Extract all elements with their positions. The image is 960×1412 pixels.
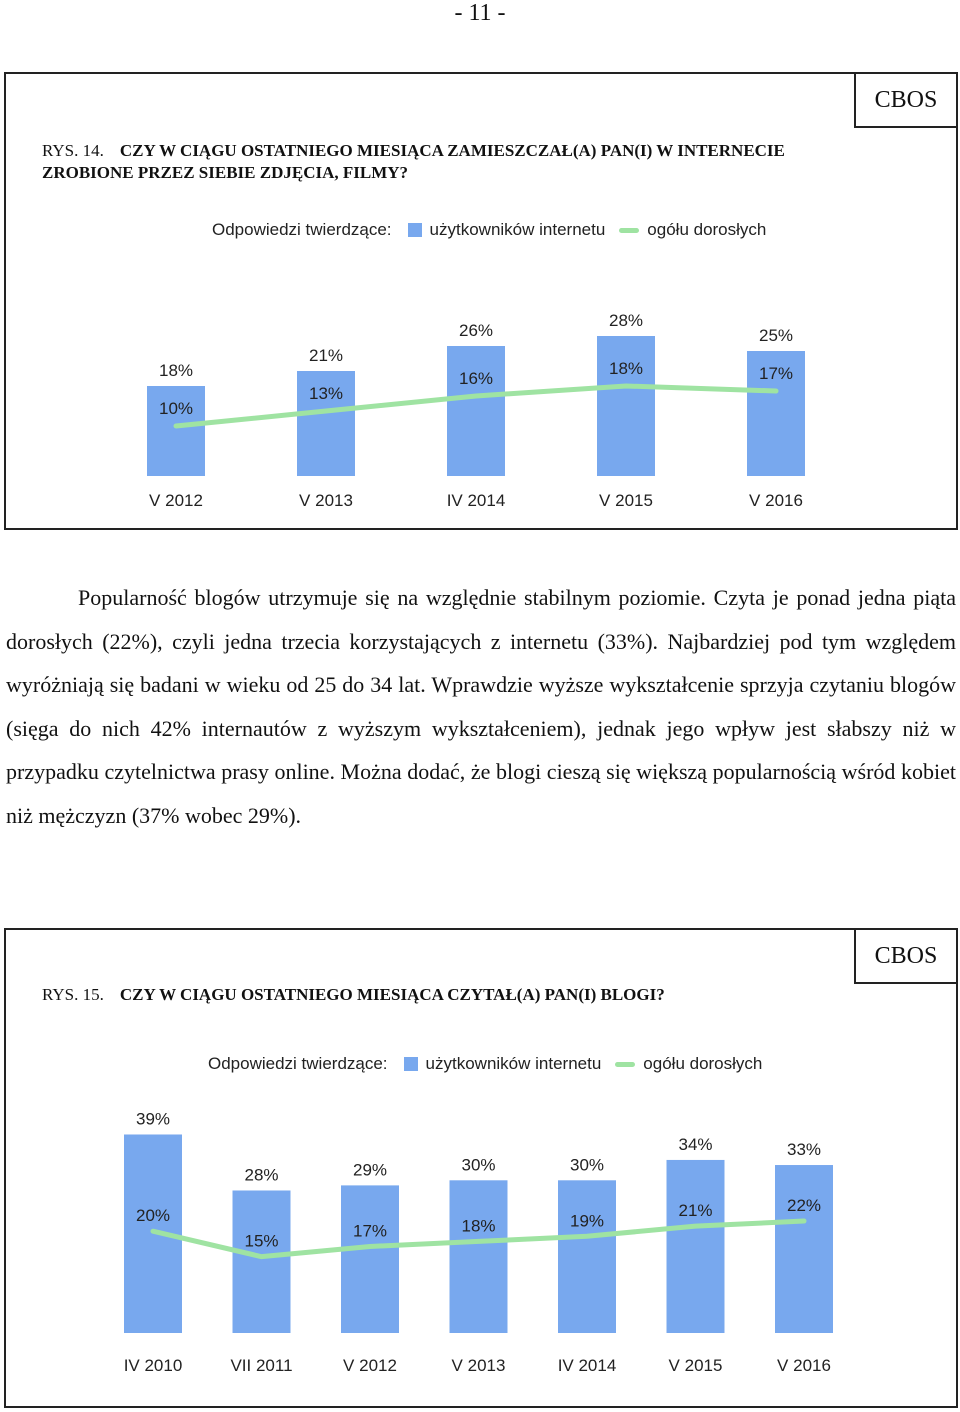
figure-question: CZY W CIĄGU OSTATNIEGO MIESIĄCA CZYTAŁ(A) PAN(I) BLOGI? [119, 985, 665, 1004]
bar-data-label: 28% [244, 1165, 279, 1185]
x-tick-label: IV 2010 [123, 1356, 183, 1375]
x-tick-label: V 2013 [299, 491, 353, 510]
line-data-label: 18% [461, 1216, 496, 1236]
legend-line-label: ogółu dorosłych [647, 220, 767, 239]
line-data-label: 21% [678, 1201, 713, 1221]
body-paragraph: Popularność blogów utrzymuje się na względnie stabilnym poziomie. Czyta je ponad jedna piąta dorosłych (22%), czyli jedna trzecia korzystających z internetu (33%). Najbardziej pod tym względem wyróżniają się badani w wieku od 25 do 34 lat. Wprawdzie wyższe wykształcenie sprzyja czytaniu blogów (sięga do nich 42% internautów z wyższym wykształceniem), jednak jego wpływ jest słabszy niż w przypadku czytelnictwa prasy online. Można dodać, że blogi cieszą się większą popularnością wśród kobiet niż mężczyzn (37% wobec 29%). [6, 585, 956, 828]
figure-number: RYS. 15. [42, 985, 104, 1004]
x-tick-label: IV 2014 [446, 491, 506, 510]
bar-data-label: 33% [786, 1140, 822, 1160]
legend-prefix: Odpowiedzi twierdzące: [212, 220, 392, 239]
line-data-label: 17% [352, 1221, 388, 1241]
chart-blog-reading [6, 930, 956, 1406]
x-tick-label: IV 2014 [557, 1356, 617, 1375]
line-data-label: 17% [758, 364, 794, 383]
x-tick-label: V 2015 [668, 1356, 723, 1375]
page-number: - 11 - [454, 0, 506, 26]
x-tick-label: V 2016 [749, 491, 803, 510]
x-tick-label: V 2012 [343, 1356, 397, 1375]
bar [667, 1160, 725, 1333]
line-data-label: 16% [458, 369, 494, 388]
cbos-badge: CBOS [854, 928, 958, 984]
bar [775, 1165, 833, 1333]
figure-15 [4, 928, 958, 1408]
chart-photos-posted [6, 74, 956, 528]
bar-data-label: 18% [158, 361, 194, 380]
legend-bars-label: użytkowników internetu [429, 220, 606, 239]
line-data-label: 10% [158, 399, 194, 418]
x-tick-label: V 2013 [451, 1356, 506, 1375]
bar-data-label: 26% [458, 321, 494, 340]
bar [597, 336, 655, 476]
bar-data-label: 34% [678, 1134, 713, 1154]
line-data-label: 18% [608, 359, 644, 378]
legend-prefix: Odpowiedzi twierdzące: [208, 1054, 388, 1073]
line-data-label: 19% [569, 1211, 605, 1231]
legend-bars-label: użytkowników internetu [425, 1054, 602, 1073]
legend-line-label: ogółu dorosłych [643, 1054, 763, 1073]
line-data-label: 20% [135, 1206, 171, 1226]
bar-data-label: 30% [461, 1155, 496, 1175]
bar-data-label: 25% [758, 326, 794, 345]
line-data-label: 13% [308, 384, 344, 403]
figure-number: RYS. 14. [42, 141, 104, 160]
bar [233, 1190, 291, 1333]
bar-data-label: 39% [135, 1109, 171, 1129]
bar [341, 1185, 399, 1333]
bar [450, 1180, 508, 1333]
bar-data-label: 28% [608, 311, 644, 330]
x-tick-label: V 2015 [599, 491, 653, 510]
figure-question: CZY W CIĄGU OSTATNIEGO MIESIĄCA ZAMIESZCZAŁ(A) PAN(I) W INTERNECIE ZROBIONE PRZEZ SIEBIE ZDJĘCIA, FILMY? [42, 141, 785, 182]
figure-14 [4, 72, 958, 530]
x-tick-label: V 2012 [149, 491, 203, 510]
cbos-badge: CBOS [854, 72, 958, 128]
line-data-label: 15% [244, 1231, 279, 1251]
bar-data-label: 21% [308, 346, 344, 365]
x-tick-label: V 2016 [777, 1356, 831, 1375]
bar-data-label: 29% [352, 1160, 388, 1180]
bar-data-label: 30% [569, 1155, 605, 1175]
line-data-label: 22% [786, 1196, 822, 1216]
x-tick-label: VII 2011 [230, 1356, 293, 1375]
bar [447, 346, 505, 476]
bar [558, 1180, 616, 1333]
